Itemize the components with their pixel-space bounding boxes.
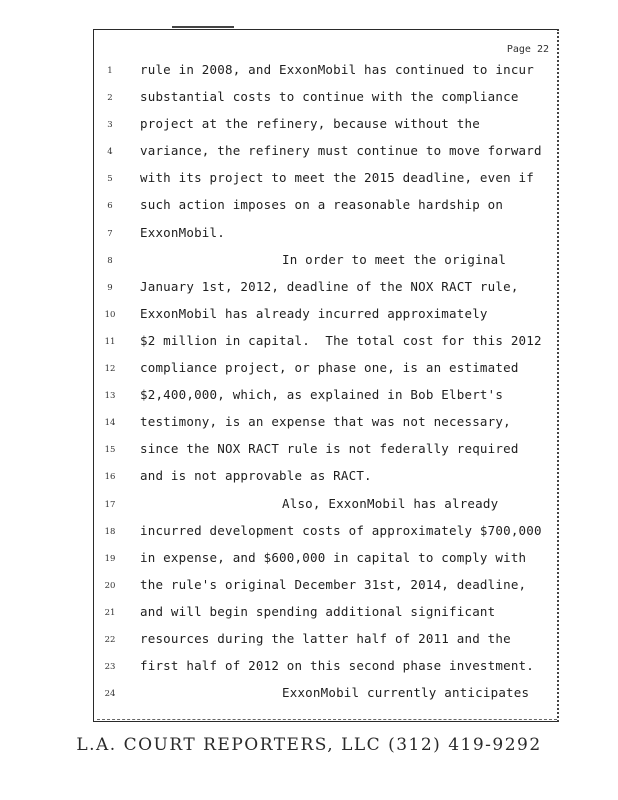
line-text: and will begin spending additional significant [140,603,496,619]
line-number: 18 [104,526,116,537]
line-text: $2,400,000, which, as explained in Bob Elbert's [140,387,504,403]
line-text: project at the refinery, because without the [140,116,480,132]
line-number: 11 [104,336,116,347]
transcript-line [94,331,557,358]
line-text: Also, ExxonMobil has already [282,495,499,511]
line-number: 19 [104,553,116,564]
line-text: resources during the latter half of 2011 and the [140,630,511,646]
line-text: since the NOX RACT rule is not federally required [140,441,519,457]
transcript-line [94,277,557,304]
line-number: 8 [107,255,113,266]
transcript-line [94,575,557,602]
transcript-line [94,250,557,277]
transcript-line [94,439,557,466]
line-text: testimony, is an expense that was not necessary, [140,414,511,430]
line-number: 24 [104,689,116,700]
line-text: such action imposes on a reasonable hardship on [140,197,504,213]
page-number: Page 22 [506,44,549,55]
line-number: 15 [104,445,116,456]
transcript-line [94,60,557,87]
line-number: 10 [104,309,116,320]
line-number: 6 [107,201,113,212]
line-number: 17 [104,499,116,510]
transcript-line [94,195,557,222]
line-number: 1 [107,66,113,76]
line-number: 20 [104,580,116,591]
line-text: the rule's original December 31st, 2014, deadline, [140,576,527,592]
transcript-line [94,412,557,439]
line-text: $2 million in capital. The total cost for this 2012 [140,332,542,348]
bottom-rule [97,719,557,720]
line-number: 23 [104,662,116,673]
transcript-line [94,223,557,250]
line-text: ExxonMobil. [140,224,225,240]
transcript-line [94,358,557,385]
transcript-line [94,385,557,412]
line-number: 14 [104,418,116,429]
line-text: ExxonMobil has already incurred approximately [140,305,488,321]
transcript-line [94,141,557,168]
transcript-line [94,168,557,195]
transcript-line [94,114,557,141]
line-text: rule in 2008, and ExxonMobil has continued to incur [140,62,535,77]
line-number: 12 [104,364,116,375]
line-text: incurred development costs of approximately $700,000 [140,522,542,538]
top-scan-mark [172,26,234,28]
line-text: January 1st, 2012, deadline of the NOX RACT rule, [140,278,519,294]
transcript-line [94,304,557,331]
transcript-line [94,87,557,114]
line-number: 13 [104,391,116,402]
transcript-line [94,656,557,683]
transcript-line [94,629,557,656]
line-text: In order to meet the original [282,251,507,267]
line-text: in expense, and $600,000 in capital to comply with [140,549,527,565]
transcript-lines [94,60,557,710]
line-number: 3 [107,120,113,131]
line-number: 16 [104,472,116,483]
line-number: 21 [104,607,116,618]
line-number: 2 [107,93,113,104]
line-text: ExxonMobil currently anticipates [282,685,530,701]
transcript-line [94,521,557,548]
transcript-line [94,466,557,493]
line-text: with its project to meet the 2015 deadline, even if [140,170,535,186]
line-number: 5 [107,174,113,185]
transcript-line [94,494,557,521]
line-text: variance, the refinery must continue to move forward [140,143,542,159]
court-reporter-footer: L.A. COURT REPORTERS, LLC (312) 419-9292 [76,735,542,755]
transcript-line [94,548,557,575]
transcript-line [94,683,557,710]
line-number: 4 [107,147,113,158]
line-number: 7 [107,228,113,239]
line-text: substantial costs to continue with the compliance [140,89,519,105]
line-text: compliance project, or phase one, is an estimated [140,360,519,376]
line-text: first half of 2012 on this second phase investment. [140,658,535,674]
line-number: 9 [107,282,113,293]
transcript-page [93,29,559,722]
line-number: 22 [104,634,116,645]
transcript-line [94,602,557,629]
line-text: and is not approvable as RACT. [140,468,372,484]
